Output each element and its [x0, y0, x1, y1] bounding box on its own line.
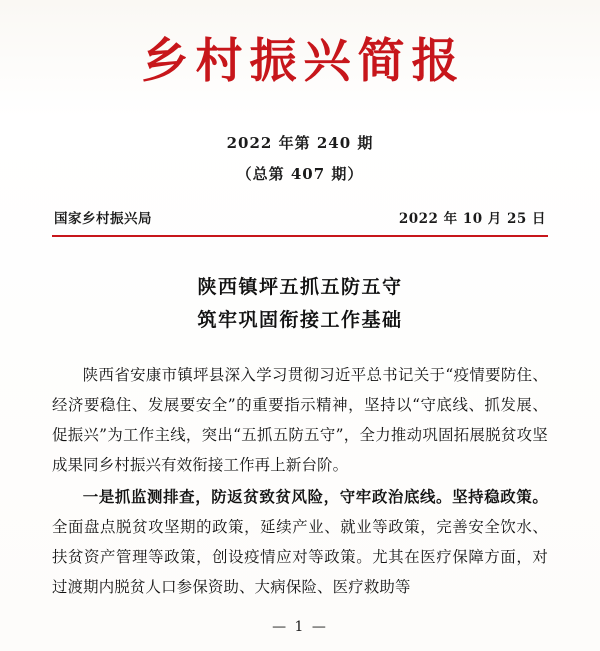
paragraph-run-emphasis: 一是抓监测排查，防返贫致贫风险，守牢政治底线。坚持稳政策。 [82, 487, 548, 506]
masthead [52, 0, 548, 88]
article [52, 271, 548, 602]
page-number: — 1 — [272, 619, 328, 635]
publication-title: 乡村振兴简报 [141, 34, 466, 89]
paragraph [52, 482, 548, 602]
paragraph-run: 全面盘点脱贫攻坚期的政策，延续产业、就业等政策，完善安全饮水、扶贫资产管理等政策，创设疫情应对等政策。尤其在医疗保障方面，对过渡期内脱贫人口参保资助、大病保险、医疗救助等 [52, 517, 548, 596]
article-body [52, 360, 548, 602]
article-title-line-2: 筑牢巩固衔接工作基础 [197, 309, 403, 332]
issue-total-number: （总第 407 期） [236, 165, 364, 184]
publisher-name: 国家乡村振兴局 [54, 211, 152, 228]
masthead-meta-row [52, 207, 548, 233]
publication-date: 2022 年 10 月 25 日 [398, 211, 546, 228]
header-divider-rule [52, 235, 548, 237]
article-title [52, 271, 548, 338]
issue-number: 2022 年第 240 期 [226, 133, 374, 152]
article-title-line-1: 陕西镇坪五抓五防五守 [197, 276, 403, 299]
paragraph-run: 陕西省安康市镇坪县深入学习贯彻习近平总书记关于“疫情要防住、经济要稳住、发展要安全”的重要指示精神，坚持以“守底线、抓发展、促振兴”为工作主线，突出“五抓五防五守”，全力推动巩固拓展脱贫攻坚成果同乡村振兴有效衔接工作再上新台阶。 [52, 365, 548, 474]
issue-block [52, 133, 548, 184]
paragraph [52, 360, 548, 480]
